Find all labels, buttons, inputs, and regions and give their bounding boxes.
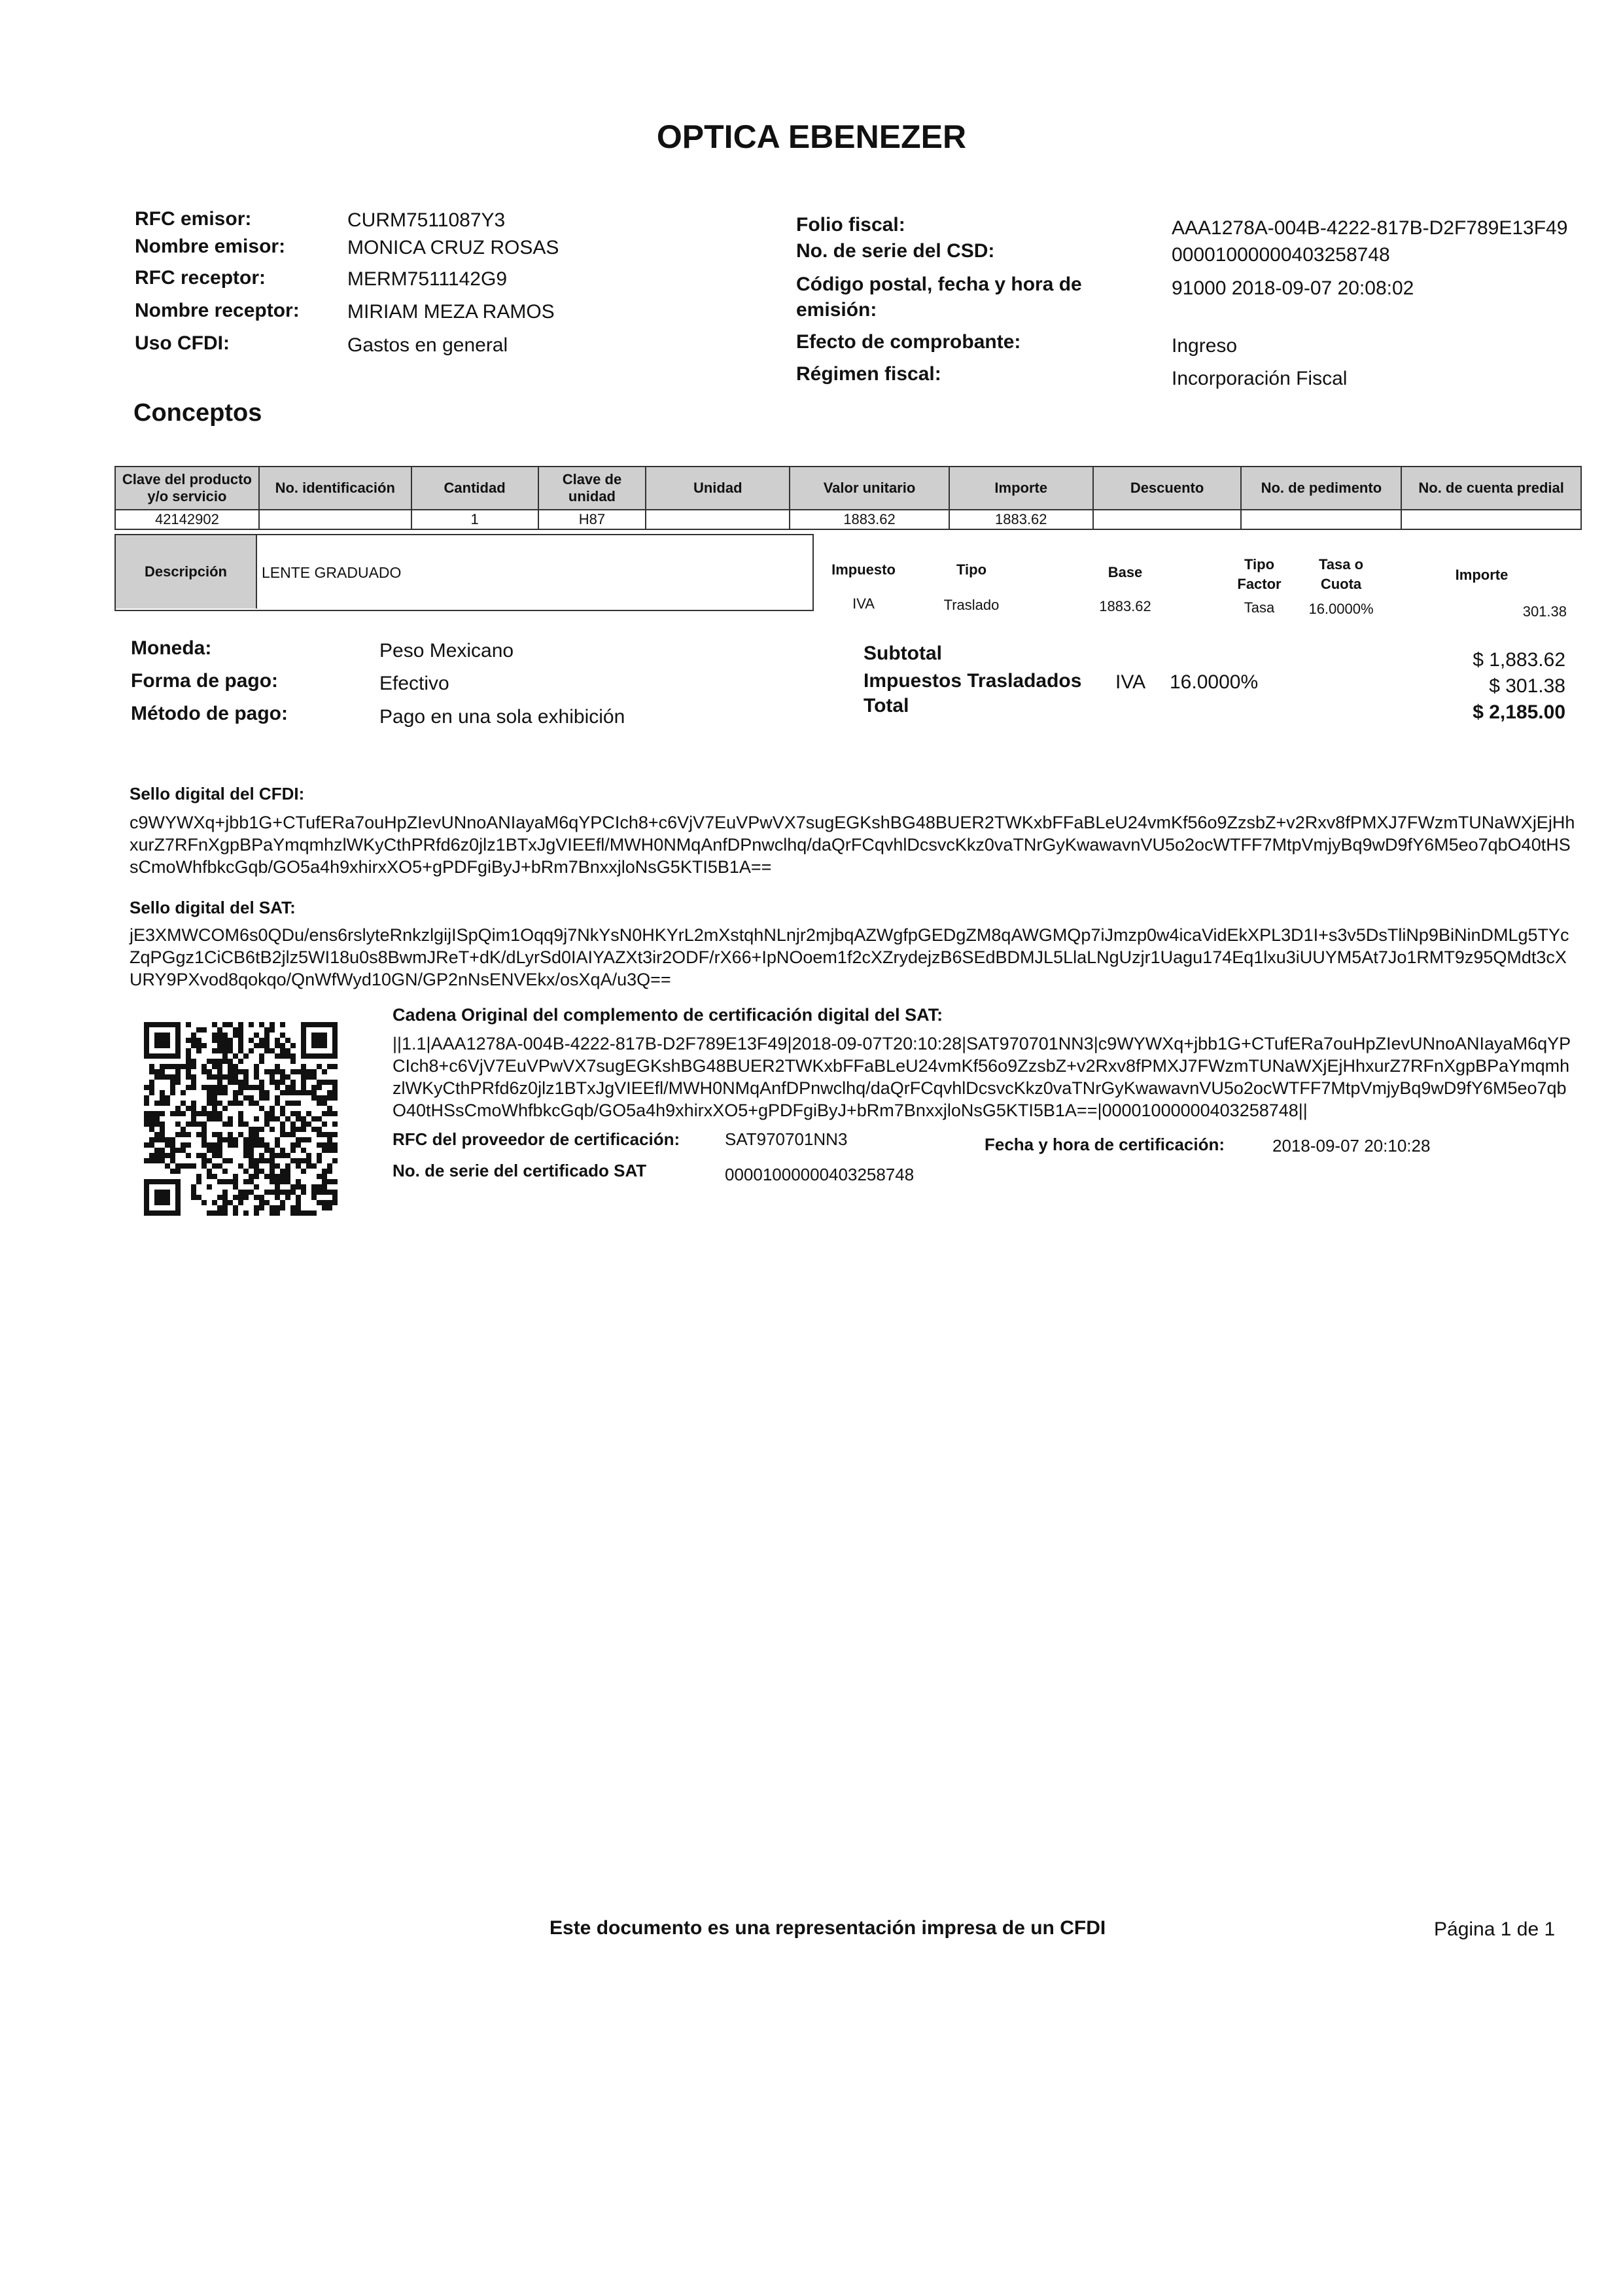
header-cell: Clave de unidad (538, 467, 646, 510)
serie-certificado-sat-value: 00001000000403258748 (725, 1165, 915, 1184)
uso-cfdi-value: Gastos en general (347, 334, 508, 356)
moneda-value: Peso Mexicano (379, 640, 514, 662)
table-cell (259, 510, 411, 529)
table-cell: 1883.62 (949, 510, 1093, 529)
serie-csd-label: No. de serie del CSD: (796, 240, 995, 262)
header-cell: Valor unitario (790, 467, 949, 510)
table-cell: 42142902 (115, 510, 259, 529)
cadena-label: Cadena Original del complemento de certificación digital del SAT: (393, 1005, 943, 1025)
descripcion-value: LENTE GRADUADO (262, 564, 402, 581)
rfc-emisor-label: RFC emisor: (135, 208, 252, 230)
sello-cfdi-label: Sello digital del CFDI: (130, 784, 305, 804)
serie-csd-value: 00001000000403258748 (1172, 244, 1390, 266)
iva-rate: 16.0000% (1170, 671, 1259, 693)
importe-header: Importe (1455, 567, 1509, 583)
forma-pago-value: Efectivo (379, 673, 449, 694)
importe-value: 301.38 (1522, 603, 1567, 620)
page-indicator: Página 1 de 1 (1434, 1918, 1556, 1940)
fecha-certificacion-value: 2018-09-07 20:10:28 (1272, 1136, 1431, 1156)
table-cell (1241, 510, 1401, 529)
nombre-emisor-label: Nombre emisor: (135, 236, 286, 257)
cp-fecha-value: 91000 2018-09-07 20:08:02 (1172, 277, 1414, 299)
concepts-header-row (115, 467, 1581, 510)
table-cell: H87 (538, 510, 646, 529)
tipo-factor-value: Tasa (1244, 599, 1275, 616)
header-cell: No. de cuenta predial (1401, 467, 1581, 510)
table-row (115, 510, 1581, 529)
cadena-value: ||1.1|AAA1278A-004B-4222-817B-D2F789E13F49|2018-09-07T20:10:28|SAT970701NN3|c9WYWXq+jbb1G+CTufERa7ouHpZIevUNnoANIayaM6qYPCIch8+c6VjV7EuVPwVX7sugEGKshBG48BUER2TWKxbFFaBLeU24vmKf56o9ZzsbZ+v2Rxv8fPMXJ7FWzmTUNaWXjEjHhxurZ7RFnXgpBPaYmqmhzlWKyCthPRfd6z0jlz1BTxJgVIEEfl/MWH0NMqAnfDPnwclhq/daQrFCqvhlDcsvcKkz0vaTNrGyKwawavnVU5o2ocWTFF7MtpVmjyBq9wD9fY6M5eo7qbO40tHSsCmoWhfbkcGqb/GO5a4h9xhirxXO5+gPDFgiByJ+bRm7BnxxjloNsG5KTI5B1A==|00001000000403258748|| (393, 1034, 1571, 1120)
impuestos-value: $ 301.38 (1489, 675, 1565, 697)
rfc-proveedor-label: RFC del proveedor de certificación: (393, 1129, 680, 1149)
descripcion-label: Descripción (116, 535, 257, 609)
tipo-header: Tipo (956, 561, 987, 578)
cp-fecha-label-1: Código postal, fecha y hora de (796, 274, 1082, 295)
regimen-value: Incorporación Fiscal (1172, 368, 1348, 389)
table-cell: 1 (411, 510, 538, 529)
concepts-table (114, 466, 1582, 530)
nombre-emisor-value: MONICA CRUZ ROSAS (347, 237, 559, 258)
uso-cfdi-label: Uso CFDI: (135, 332, 230, 354)
efecto-label: Efecto de comprobante: (796, 331, 1021, 353)
impuesto-header: Impuesto (831, 561, 896, 578)
forma-pago-label: Forma de pago: (131, 670, 279, 692)
serie-certificado-sat-label: No. de serie del certificado SAT (393, 1161, 647, 1180)
conceptos-heading: Conceptos (133, 399, 262, 427)
base-value: 1883.62 (1099, 598, 1151, 614)
efecto-value: Ingreso (1172, 335, 1238, 357)
base-header: Base (1108, 564, 1143, 580)
total-label: Total (864, 695, 909, 716)
rfc-receptor-label: RFC receptor: (135, 267, 266, 289)
tipo-factor-header: Tipo Factor (1237, 556, 1282, 592)
folio-fiscal-value: AAA1278A-004B-4222-817B-D2F789E13F49 (1172, 217, 1568, 239)
metodo-pago-label: Método de pago: (131, 703, 288, 724)
nombre-receptor-value: MIRIAM MEZA RAMOS (347, 301, 555, 323)
tasa-cuota-header: Tasa o Cuota (1318, 556, 1364, 592)
header-cell: Unidad (646, 467, 790, 510)
tasa-cuota-value: 16.0000% (1308, 601, 1374, 617)
folio-fiscal-label: Folio fiscal: (796, 214, 905, 236)
table-cell (646, 510, 790, 529)
header-cell: No. identificación (259, 467, 411, 510)
table-cell (1093, 510, 1242, 529)
regimen-label: Régimen fiscal: (796, 363, 941, 385)
subtotal-label: Subtotal (864, 643, 942, 664)
impuesto-value: IVA (852, 595, 875, 612)
header-cell: Clave del producto y/o servicio (115, 467, 259, 510)
header-cell: No. de pedimento (1241, 467, 1401, 510)
tipo-value: Traslado (943, 597, 1000, 613)
metodo-pago-value: Pago en una sola exhibición (379, 706, 625, 728)
total-value: $ 2,185.00 (1473, 701, 1565, 723)
nombre-receptor-label: Nombre receptor: (135, 300, 300, 321)
rfc-receptor-value: MERM7511142G9 (347, 268, 508, 290)
sello-sat-value: jE3XMWCOM6s0QDu/ens6rslyteRnkzlgijISpQim1Oqq9j7NkYsN0HKYrL2mXstqhNLnjr2mjbqAZWgfpGEDgZM8qAWGMQp7iJmzp0w4icaVidEkXPL3D1I+s3v5DsTliNp9BiNinDMLg5TYcZqPGgz1CiCB6tB2jlz5WI18u0s8BwmJReT+dK/dLyrSd0IAIYAZXt3ir2ODF/rX66+IpNOoem1f2cXZrydejzB6SEdBDMJL5LlaLNgUzjr1Uagu174Eq1lxu3iUUYM5At7Jo1RMT9z95QMdt3cXURY9PXvod8qokqo/QnWfWyd10GN/GP2nNsENVEkx/osXqA/u3Q== (130, 925, 1569, 989)
document-title: OPTICA EBENEZER (656, 118, 967, 155)
table-cell: 1883.62 (790, 510, 949, 529)
rfc-proveedor-value: SAT970701NN3 (725, 1129, 848, 1149)
impuestos-trasladados-label: Impuestos Trasladados (864, 670, 1082, 692)
header-cell: Cantidad (411, 467, 538, 510)
header-cell: Descuento (1093, 467, 1242, 510)
rfc-emisor-value: CURM7511087Y3 (347, 209, 506, 231)
sello-cfdi-value: c9WYWXq+jbb1G+CTufERa7ouHpZIevUNnoANIayaM6qYPCIch8+c6VjV7EuVPwVX7sugEGKshBG48BUER2TWKxbFFaBLeU24vmKf56o9ZzsbZ+v2Rxv8fPMXJ7FWzmTUNaWXjEjHhxurZ7RFnXgpBPaYmqmhzlWKyCthPRfd6z0jlz1BTxJgVIEEfl/MWH0NMqAnfDPnwclhq/daQrFCqvhlDcsvcKkz0vaTNrGyKwawavnVU5o2ocWTFF7MtpVmjyBq9wD9fY6M5eo7qbO40tHSsCmoWhfbkcGqb/GO5a4h9xhirxXO5+gPDFgiByJ+bRm7BnxxjloNsG5KTI5B1A== (130, 813, 1575, 877)
cp-fecha-label-2: emisión: (796, 299, 877, 321)
sello-sat-label: Sello digital del SAT: (130, 898, 296, 917)
header-cell: Importe (949, 467, 1093, 510)
moneda-label: Moneda: (131, 637, 212, 659)
footer-note: Este documento es una representación impresa de un CFDI (550, 1917, 1106, 1939)
table-cell (1401, 510, 1581, 529)
qr-code-icon (144, 1021, 338, 1217)
subtotal-value: $ 1,883.62 (1473, 649, 1565, 671)
iva-label: IVA (1115, 671, 1146, 693)
fecha-certificacion-label: Fecha y hora de certificación: (985, 1135, 1225, 1154)
